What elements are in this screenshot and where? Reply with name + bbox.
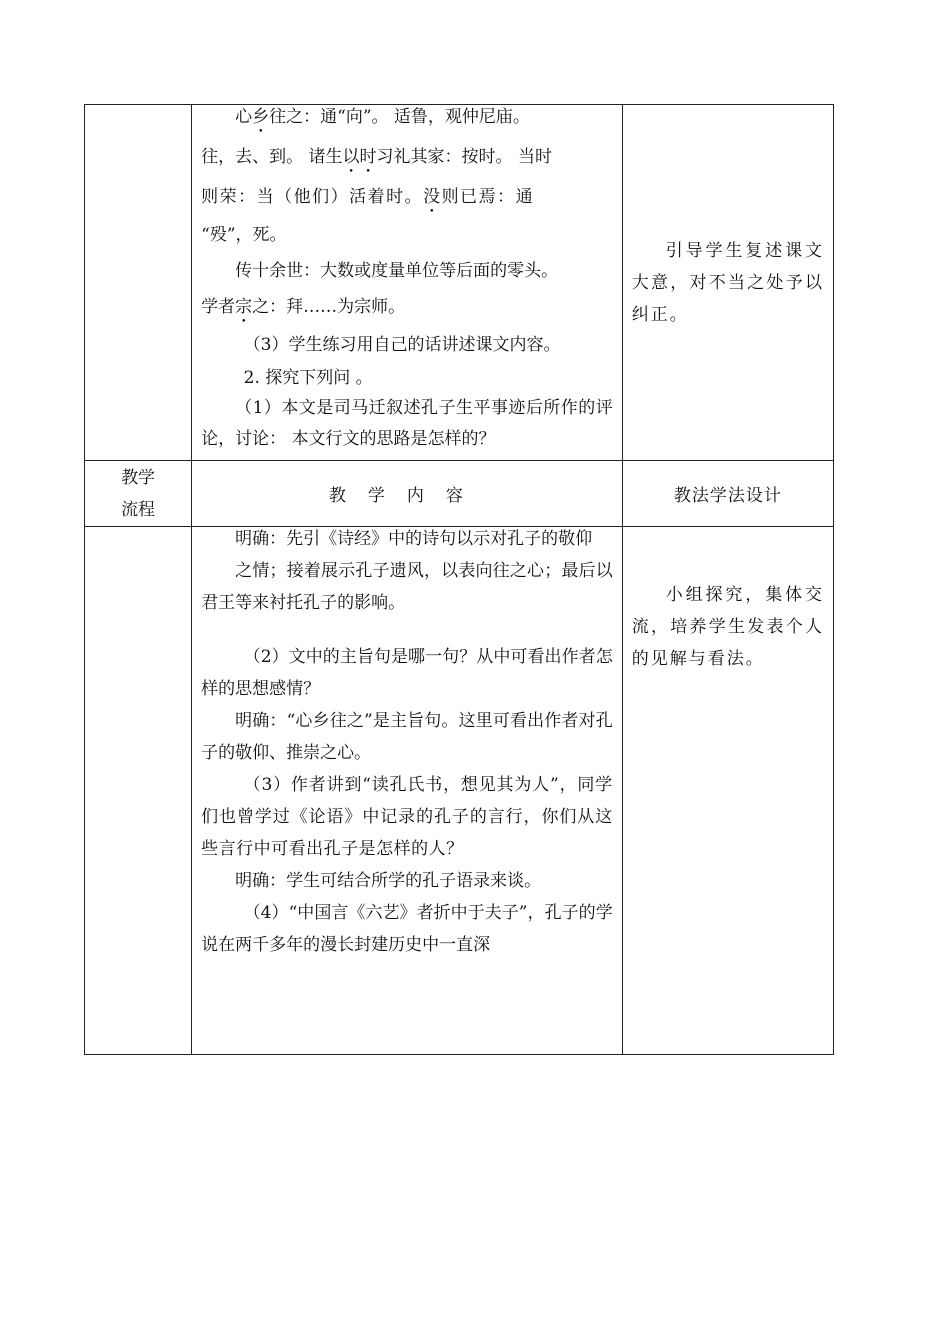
text-run: 往，去、到。 诸生 xyxy=(201,147,343,167)
table-row xyxy=(85,105,834,461)
text-run: 则荣：当（他们）活着时。 xyxy=(201,187,424,207)
content-paragraph: （2）文中的主旨句是哪一句？从中可看出作者怎样的思想感情？ xyxy=(201,647,613,699)
content-line xyxy=(192,101,622,137)
lesson-plan-table xyxy=(84,104,834,1055)
emphasized-char: 以时 xyxy=(342,147,377,167)
header-method: 教法学法设计 xyxy=(622,461,833,527)
emphasized-char: 没 xyxy=(423,187,442,207)
text-run: 则已焉：通 xyxy=(441,187,535,207)
text-run: 往之：通“向”。 适鲁，观仲尼庙。 xyxy=(269,107,530,127)
content-cell xyxy=(192,105,623,461)
content-line xyxy=(192,289,622,327)
method-text: 小组探究，集体交流，培养学生发表个人的见解与看法。 xyxy=(631,585,824,669)
content-paragraph: （3）作者讲到“读孔氏书，想见其为人”，同学们也曾学过《论语》中记录的孔子的言行，你们从这些言行中可看出孔子是怎样的人？ xyxy=(201,775,613,859)
paragraph-gap xyxy=(192,619,622,641)
flow-cell-empty xyxy=(85,105,192,461)
header-flow-line2: 流程 xyxy=(121,499,156,520)
content-line xyxy=(192,137,622,177)
content-cell xyxy=(192,527,623,1055)
header-flow xyxy=(85,461,192,527)
content-line: （1）本文是司马迁叙述孔子生平事迹后所作的评论，讨论： 本文行文的思路是怎样的？ xyxy=(201,398,613,449)
flow-cell-empty xyxy=(85,527,192,1055)
header-row xyxy=(85,461,834,527)
content-paragraph: 明确：学生可结合所学的孔子语录来谈。 xyxy=(235,871,542,891)
content-line: 传十余世：大数或度量单位等后面的零头。 xyxy=(235,261,559,281)
emphasized-char: 宗 xyxy=(235,297,253,317)
method-cell xyxy=(622,105,833,461)
content-paragraph: （4）“中国言《六艺》者折中于夫子”，孔子的学说在两千多年的漫长封建历史中一直深 xyxy=(201,903,613,955)
text-run: 心 xyxy=(235,107,253,127)
text-run: 学者 xyxy=(201,297,236,317)
emphasized-char: 乡 xyxy=(252,107,270,127)
header-content: 教学内容 xyxy=(192,461,623,527)
method-text: 引导学生复述课文大意，对不当之处予以纠正。 xyxy=(631,240,824,325)
table-row xyxy=(85,527,834,1055)
text-run: 之：拜……为宗师。 xyxy=(252,297,406,317)
method-cell xyxy=(622,527,833,1055)
content-paragraph: 之情；接着展示孔子遗风，以表向往之心；最后以君王等来衬托孔子的影响。 xyxy=(201,561,613,613)
content-line: “殁”，死。 xyxy=(201,225,287,245)
content-line: （3）学生练习用自己的话讲述课文内容。 xyxy=(243,335,561,355)
header-flow-line1: 教学 xyxy=(121,467,156,488)
content-paragraph: 明确：“心乡往之”是主旨句。这里可看出作者对孔子的敬仰、推崇之心。 xyxy=(201,711,613,763)
content-line xyxy=(192,177,622,217)
content-paragraph: 明确：先引《诗经》中的诗句以示对孔子的敬仰 xyxy=(235,529,593,549)
content-line: 2. 探究下列问 。 xyxy=(243,368,373,388)
text-run: 习礼其家：按时。 当时 xyxy=(376,147,552,167)
